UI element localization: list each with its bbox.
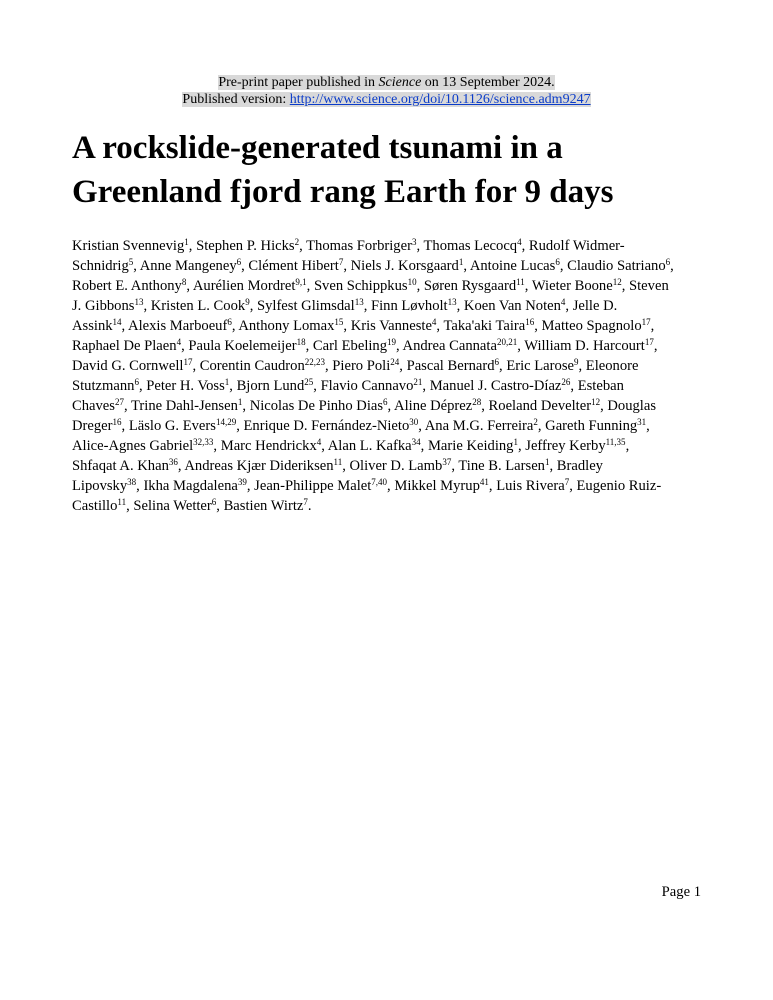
author-name: Roeland Develter <box>488 398 592 414</box>
author-separator: , <box>650 318 655 334</box>
author-name: Selina Wetter <box>133 498 212 514</box>
author-separator: , <box>451 458 459 474</box>
author-separator: , <box>422 378 430 394</box>
author-separator: , <box>565 298 573 314</box>
preprint-banner <box>0 74 773 108</box>
author-separator: , <box>123 398 132 414</box>
author-separator: . <box>307 498 312 514</box>
affiliation-mark: 1 <box>513 437 518 447</box>
author-name: Marc Hendrickx <box>220 438 317 454</box>
author-separator: , <box>420 438 428 454</box>
author-name: Oliver D. Lamb <box>349 458 443 474</box>
author-separator: , <box>249 298 257 314</box>
affiliation-mark: 16 <box>112 417 122 427</box>
affiliation-mark: 14 <box>112 317 122 327</box>
affiliation-mark: 31 <box>637 417 647 427</box>
affiliation-mark: 4 <box>431 317 437 327</box>
author-separator: , <box>456 298 464 314</box>
author-separator: , <box>569 478 577 494</box>
author-name: Lipovsky <box>72 478 128 494</box>
affiliation-mark: 19 <box>387 337 397 347</box>
author-separator: , <box>177 458 185 474</box>
author-separator: , <box>143 298 151 314</box>
author-name: Eleonore <box>585 358 639 374</box>
author-name: Ana M.G. Ferreira <box>424 418 534 434</box>
affiliation-mark: 13 <box>354 297 364 307</box>
author-line <box>72 416 704 436</box>
affiliation-mark: 11 <box>333 457 343 467</box>
author-name: Läslo G. Evers <box>128 418 216 434</box>
author-separator: , <box>126 498 134 514</box>
affiliation-mark: 3 <box>411 237 417 247</box>
author-name: Anne Mangeney <box>139 258 237 274</box>
author-separator: , <box>363 298 371 314</box>
affiliation-mark: 6 <box>665 257 671 267</box>
author-name: Nicolas De Pinho Dias <box>249 398 384 414</box>
author-separator: , <box>621 278 630 294</box>
author-name: Jelle D. <box>572 298 618 314</box>
author-separator: , <box>488 478 497 494</box>
affiliation-mark: 17 <box>641 317 651 327</box>
author-separator: , <box>387 398 395 414</box>
affiliation-mark: 11,35 <box>605 437 626 447</box>
author-name: Stephen P. Hicks <box>196 238 295 254</box>
affiliation-mark: 10 <box>407 277 417 287</box>
affiliation-mark: 9 <box>245 297 250 307</box>
affiliation-mark: 6 <box>227 317 232 327</box>
affiliation-mark: 9 <box>573 357 579 367</box>
affiliation-mark: 22,23 <box>304 357 325 367</box>
affiliation-mark: 12 <box>612 277 622 287</box>
affiliation-mark: 34 <box>411 437 421 447</box>
author-name: Peter H. Voss <box>146 378 225 394</box>
author-name: Stutzmann <box>72 378 135 394</box>
author-name: William D. Harcourt <box>524 338 645 354</box>
author-separator: , <box>306 278 314 294</box>
author-separator: , <box>499 358 507 374</box>
author-separator: , <box>416 278 424 294</box>
author-separator: , <box>242 398 250 414</box>
author-separator: , <box>646 418 650 434</box>
author-name: Antoine Lucas <box>469 258 556 274</box>
author-line <box>72 316 704 336</box>
author-line <box>72 236 704 256</box>
author-name: Trine Dahl-Jensen <box>131 398 238 414</box>
affiliation-mark: 7 <box>303 497 308 507</box>
author-name: Anthony Lomax <box>238 318 335 334</box>
affiliation-mark: 4 <box>316 437 322 447</box>
affiliation-mark: 18 <box>296 337 306 347</box>
affiliation-mark: 39 <box>237 477 247 487</box>
author-name: Esteban <box>577 378 624 394</box>
affiliation-mark: 6 <box>236 257 242 267</box>
affiliation-mark: 11 <box>117 497 127 507</box>
author-name: Robert E. Anthony <box>72 278 182 294</box>
author-line <box>72 436 704 456</box>
affiliation-mark: 38 <box>127 477 137 487</box>
affiliation-mark: 32,33 <box>193 437 214 447</box>
title-line-1: A rockslide-generated tsunami in a <box>72 130 563 166</box>
author-line <box>72 476 704 496</box>
author-separator: , <box>121 318 129 334</box>
affiliation-mark: 9,1 <box>295 277 307 287</box>
affiliation-mark: 1 <box>544 457 550 467</box>
author-name: Matteo Spagnolo <box>541 318 642 334</box>
author-name: Bjorn Lund <box>236 378 305 394</box>
affiliation-mark: 6 <box>494 357 500 367</box>
affiliation-mark: 27 <box>114 397 124 407</box>
author-separator: , <box>396 338 403 354</box>
author-separator: , <box>133 258 140 274</box>
affiliation-mark: 5 <box>128 257 134 267</box>
author-name: Ikha Magdalena <box>143 478 238 494</box>
author-name: Carl Ebeling <box>312 338 388 354</box>
author-separator: , <box>578 358 586 374</box>
author-separator: , <box>213 438 221 454</box>
affiliation-mark: 37 <box>442 457 452 467</box>
affiliation-mark: 1 <box>224 377 230 387</box>
author-name: Corentin Caudron <box>199 358 305 374</box>
author-name: Chaves <box>72 398 115 414</box>
author-separator: , <box>241 258 249 274</box>
author-separator: , <box>521 238 529 254</box>
author-name: Wieter Boone <box>531 278 613 294</box>
author-separator: , <box>570 378 578 394</box>
author-line <box>72 496 704 516</box>
author-name: Claudio Satriano <box>567 258 666 274</box>
author-separator: , <box>231 318 239 334</box>
author-name: Raphael De Plaen <box>72 338 177 354</box>
author-name: Thomas Lecocq <box>423 238 518 254</box>
author-name: Eric Larose <box>506 358 574 374</box>
affiliation-mark: 24 <box>390 357 400 367</box>
author-name: Koen Van Noten <box>463 298 561 314</box>
author-name: Niels J. Korsgaard <box>350 258 459 274</box>
affiliation-mark: 6 <box>383 397 388 407</box>
author-line <box>72 376 704 396</box>
author-name: Shfaqat A. Khan <box>72 458 169 474</box>
affiliation-mark: 41 <box>479 477 489 487</box>
author-separator: , <box>463 258 470 274</box>
author-name: Kris Vanneste <box>350 318 432 334</box>
banner-line-1: Pre-print paper published in Science on 13 September 2024. <box>218 75 555 90</box>
author-name: Tine B. Larsen <box>458 458 545 474</box>
affiliation-mark: 6 <box>134 377 139 387</box>
author-name: Flavio Cannavo <box>320 378 414 394</box>
author-name: Manuel J. Castro-Díaz <box>429 378 562 394</box>
author-separator: , <box>343 318 351 334</box>
author-line <box>72 396 704 416</box>
author-name: Sven Schippkus <box>313 278 408 294</box>
affiliation-mark: 7 <box>338 257 344 267</box>
affiliation-mark: 36 <box>168 457 178 467</box>
author-line <box>72 336 704 356</box>
author-name: Kristian Svennevig <box>72 238 185 254</box>
affiliation-mark: 17 <box>644 337 654 347</box>
author-separator: , <box>653 338 658 354</box>
author-name: Assink <box>72 318 113 334</box>
author-separator: , <box>299 238 307 254</box>
author-line <box>72 256 704 276</box>
affiliation-mark: 2 <box>294 237 300 247</box>
affiliation-mark: 6 <box>555 257 560 267</box>
author-name: Schnidrig <box>72 258 129 274</box>
author-separator: , <box>399 358 407 374</box>
author-separator: , <box>192 358 200 374</box>
affiliation-mark: 4 <box>176 337 182 347</box>
banner-line-2: Published version: http://www.science.org/doi/10.1126/science.adm9247 <box>182 92 591 107</box>
author-separator: , <box>481 398 489 414</box>
author-name: Castillo <box>72 498 118 514</box>
author-name: Bradley <box>556 458 603 474</box>
author-name: Søren Rysgaard <box>423 278 517 294</box>
author-name: Taka'aki Taira <box>443 318 526 334</box>
author-separator: , <box>537 418 546 434</box>
author-separator: , <box>138 378 147 394</box>
author-separator: , <box>342 458 350 474</box>
affiliation-mark: 16 <box>525 317 535 327</box>
author-separator: , <box>387 478 395 494</box>
affiliation-mark: 11 <box>516 277 525 287</box>
author-line <box>72 296 704 316</box>
author-separator: , <box>524 278 532 294</box>
author-separator: , <box>236 418 244 434</box>
author-line <box>72 276 704 296</box>
affiliation-mark: 4 <box>517 237 522 247</box>
author-name: Dreger <box>72 418 113 434</box>
author-separator: , <box>436 318 444 334</box>
author-name: Alice-Agnes Gabriel <box>72 438 194 454</box>
author-name: Jean-Philippe Malet <box>254 478 372 494</box>
author-name: Pascal Bernard <box>406 358 495 374</box>
journal-name: Science <box>378 75 422 90</box>
affiliation-mark: 8 <box>181 277 187 287</box>
author-separator: , <box>325 358 333 374</box>
author-name: Aline Déprez <box>394 398 473 414</box>
author-name: Thomas Forbriger <box>306 238 412 254</box>
author-name: Gareth Funning <box>545 418 638 434</box>
affiliation-mark: 12 <box>591 397 601 407</box>
author-line <box>72 456 704 476</box>
author-name: Andreas Kjær Dideriksen <box>184 458 334 474</box>
author-separator: , <box>246 478 255 494</box>
author-name: J. Gibbons <box>72 298 135 314</box>
affiliation-mark: 20,21 <box>496 337 518 347</box>
affiliation-mark: 7 <box>564 477 570 487</box>
author-name: David G. Cornwell <box>72 358 184 374</box>
author-separator: , <box>418 418 425 434</box>
author-name: Alexis Marboeuf <box>128 318 228 334</box>
author-name: Steven <box>629 278 669 294</box>
author-separator: , <box>186 278 193 294</box>
published-version-link[interactable]: http://www.science.org/doi/10.1126/science.adm9247 <box>289 92 591 107</box>
author-separator: , <box>534 318 542 334</box>
author-separator: , <box>343 258 351 274</box>
author-name: Bastien Wirtz <box>223 498 304 514</box>
affiliation-mark: 28 <box>472 397 482 407</box>
author-name: Luis Rivera <box>496 478 565 494</box>
affiliation-mark: 26 <box>561 377 571 387</box>
author-separator: , <box>670 258 674 274</box>
affiliation-mark: 6 <box>211 497 217 507</box>
author-name: Rudolf Widmer- <box>528 238 625 254</box>
affiliation-mark: 2 <box>533 417 538 427</box>
author-name: Mikkel Myrup <box>394 478 480 494</box>
author-separator: , <box>321 438 328 454</box>
affiliation-mark: 21 <box>413 377 423 387</box>
author-separator: , <box>188 238 197 254</box>
author-name: Aurélien Mordret <box>192 278 296 294</box>
author-separator: , <box>517 338 525 354</box>
author-name: Paula Koelemeijer <box>188 338 297 354</box>
author-list <box>72 236 704 516</box>
author-name: Alan L. Kafka <box>327 438 412 454</box>
author-line <box>72 356 704 376</box>
author-separator: , <box>559 258 568 274</box>
affiliation-mark: 14,29 <box>215 417 237 427</box>
affiliation-mark: 13 <box>447 297 457 307</box>
author-name: Piero Poli <box>332 358 391 374</box>
author-name: Finn Løvholt <box>370 298 448 314</box>
affiliation-mark: 25 <box>304 377 314 387</box>
affiliation-mark: 1 <box>237 397 243 407</box>
author-name: Marie Keiding <box>427 438 514 454</box>
author-separator: , <box>136 478 144 494</box>
author-separator: , <box>625 438 630 454</box>
paper-title <box>72 126 712 214</box>
page-number: Page 1 <box>661 884 701 900</box>
author-name: Jeffrey Kerby <box>525 438 606 454</box>
author-separator: , <box>313 378 321 394</box>
affiliation-mark: 15 <box>334 317 344 327</box>
author-name: Andrea Cannata <box>402 338 497 354</box>
author-separator: , <box>549 458 557 474</box>
author-name: Eugenio Ruiz- <box>576 478 662 494</box>
title-line-2: Greenland fjord rang Earth for 9 days <box>72 174 614 210</box>
author-name: Kristen L. Cook <box>150 298 246 314</box>
author-separator: , <box>216 498 224 514</box>
affiliation-mark: 1 <box>458 257 464 267</box>
author-separator: , <box>600 398 608 414</box>
author-separator: , <box>229 378 237 394</box>
author-name: Enrique D. Fernández-Nieto <box>243 418 410 434</box>
author-separator: , <box>181 338 189 354</box>
affiliation-mark: 7,40 <box>371 477 388 487</box>
affiliation-mark: 4 <box>560 297 566 307</box>
author-separator: , <box>121 418 129 434</box>
author-name: Douglas <box>607 398 657 414</box>
affiliation-mark: 17 <box>183 357 193 367</box>
affiliation-mark: 13 <box>134 297 144 307</box>
author-separator: , <box>517 438 526 454</box>
author-separator: , <box>305 338 313 354</box>
affiliation-mark: 30 <box>409 417 419 427</box>
author-name: Sylfest Glimsdal <box>256 298 355 314</box>
author-name: Clément Hibert <box>248 258 339 274</box>
affiliation-mark: 1 <box>184 237 189 247</box>
author-separator: , <box>416 238 424 254</box>
